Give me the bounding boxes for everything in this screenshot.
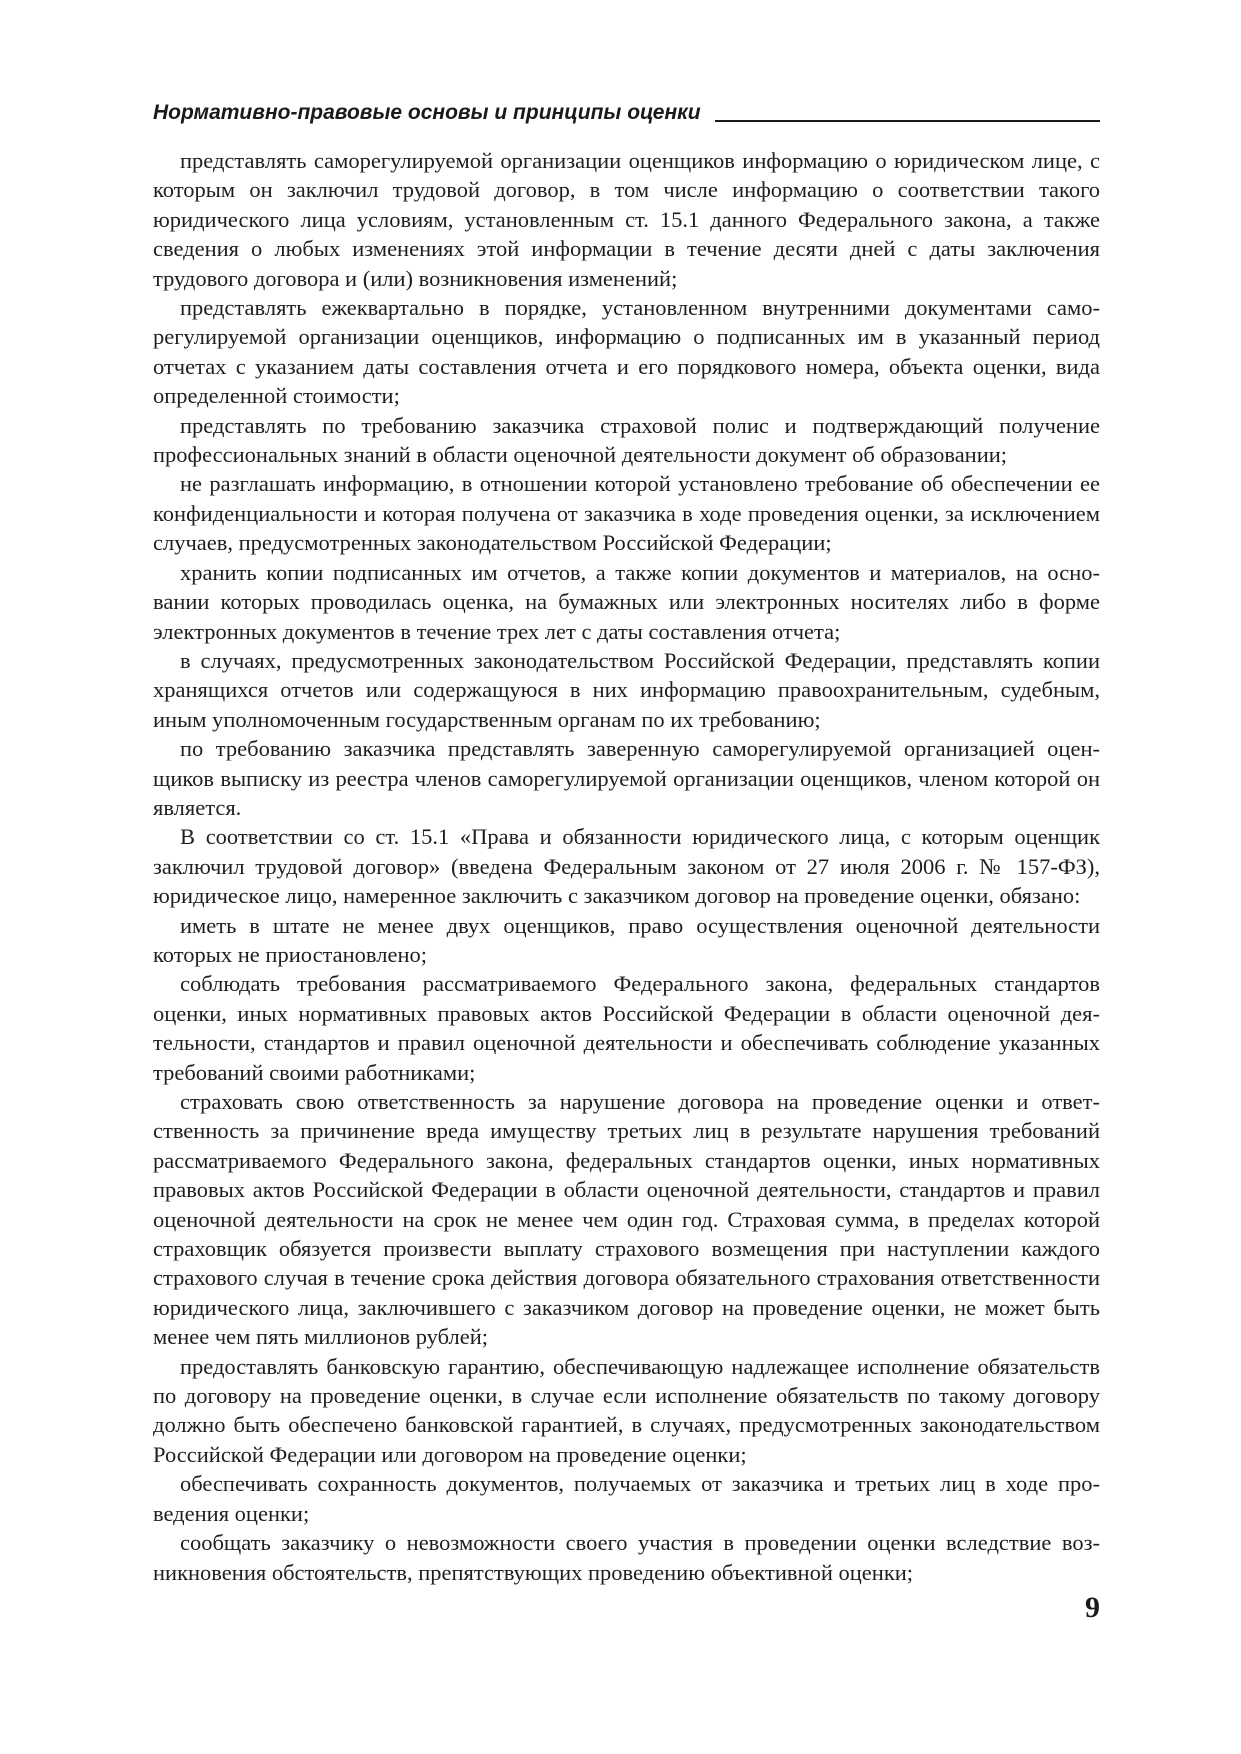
body-text	[153, 146, 1100, 1587]
paragraph: хранить копии подписанных им отчетов, а также копии документов и материалов, на основании которых проводилась оценка, на бумажных или электронных носителях либо в форме электронных документов в течение трех лет с даты составления отчета;	[153, 559, 1100, 644]
paragraph: обеспечивать сохранность документов, получаемых от заказчика и третьих лиц в ходе проведения оценки;	[153, 1471, 1100, 1526]
paragraph: представлять по требованию заказчика страховой полис и подтверждающий получение профессиональных знаний в области оценочной деятельности документ об образовании;	[153, 412, 1100, 468]
header-rule	[715, 120, 1100, 122]
paragraph: соблюдать требования рассматриваемого Федерального закона, федеральных стандартов оценки, иных нормативных правовых актов Российской Федерации в области оценочной деятельности, стандартов и правил оценочной деятельности и обеспечивать соблюдение указанных требований своими работниками;	[153, 971, 1100, 1085]
paragraph: иметь в штате не менее двух оценщиков, право осуществления оценочной деятельности которых не приостановлено;	[153, 912, 1100, 967]
running-header	[153, 97, 1100, 125]
paragraph: предоставлять банковскую гарантию, обеспечивающую надлежащее исполнение обязательств по договору на проведение оценки, в случае если исполнение обязательств по такому договору должно быть обеспечено банковской гарантией, в случаях, предусмотренных законодательством Российской Федерации или договором на проведение оценки;	[153, 1353, 1100, 1467]
paragraph: страховать свою ответственность за нарушение договора на проведение оценки и ответственность за причинение вреда имуществу третьих лиц в результате нарушения требований рассматриваемого Федерального закона, федеральных стандартов оценки, иных нормативных правовых актов Российской Федерации в области оценочной деятельности, стандартов и правил оценочной деятельности на срок не менее чем один год. Страховая сумма, в пределах которой страховщик обязуется произвести выплату страхового возмещения при наступлении каждого страхового случая в течение срока действия договора обязательного страхования ответственности юридического лица, заключившего с заказчиком договор на проведение оценки, не может быть менее чем пять миллионов рублей;	[153, 1089, 1100, 1350]
paragraph: представлять ежеквартально в порядке, установленном внутренними документами саморегулируемой организации оценщиков, информацию о подписанных им в указанный период отчетах с указанием даты составления отчета и его порядкового номера, объекта оценки, вида определенной стоимости;	[153, 295, 1100, 409]
header-title: Нормативно-правовые основы и принципы оценки	[153, 101, 701, 124]
paragraph: по требованию заказчика представлять заверенную саморегулируемой организацией оценщиков выписку из реестра членов саморегулируемой организации оценщиков, членом которой он является.	[153, 736, 1100, 820]
paragraph: сообщать заказчику о невозможности своего участия в проведении оценки вследствие возникновения обстоятельств, препятствующих проведению объективной оценки;	[153, 1530, 1100, 1585]
paragraph: В соответствии со ст. 15.1 «Права и обязанности юридического лица, с которым оценщик заключил трудовой договор» (введена Федеральным законом от 27 июля 2006 г. № 157-ФЗ), юридическое лицо, намеренное заключить с заказчиком договор на проведение оценки, обязано:	[153, 824, 1100, 909]
paragraph: представлять саморегулируемой организации оценщиков информацию о юридическом лице, с которым он заключил трудовой договор, в том числе информацию о соответствии такого юридического лица условиям, установленным ст. 15.1 данного Федерального закона, а также сведения о любых изменениях этой информации в течение десяти дней с даты заключения трудового договора и (или) возникновения изменений;	[153, 148, 1100, 291]
page-number: 9	[1085, 1591, 1100, 1624]
paragraph: в случаях, предусмотренных законодательством Российской Федерации, представлять копии хранящихся отчетов или содержащуюся в них информацию правоохранительным, судебным, иным уполномоченным государственным органам по их требованию;	[153, 647, 1100, 732]
paragraph: не разглашать информацию, в отношении которой установлено требование об обеспечении ее конфиденциальности и которая получена от заказчика в ходе проведения оценки, за исключением случаев, предусмотренных законодательством Российской Федерации;	[153, 471, 1100, 556]
